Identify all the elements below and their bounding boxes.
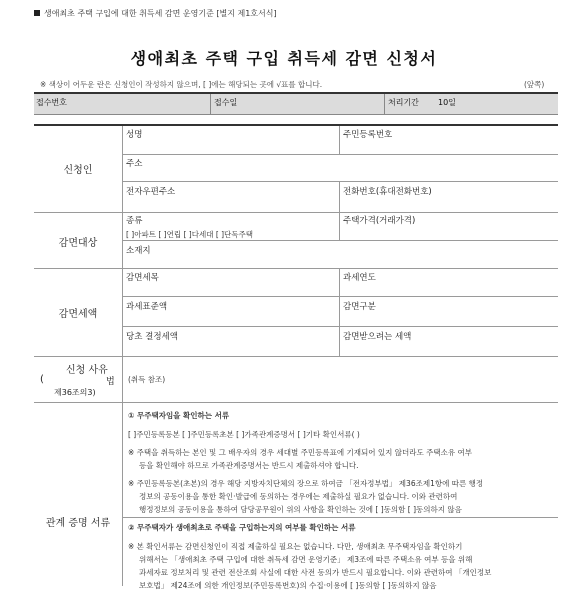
reason-paren-open: ( (40, 374, 44, 385)
receipt-date-label: 접수일 (214, 98, 238, 107)
email-field[interactable]: 전자우편주소 (126, 187, 176, 197)
proof-note-3-line-2: 위해서는 「생애최초 주택 구입에 대한 취득세 감면 운영기준」 제3조에 따른 주택소유 여부 등을 위해 (139, 555, 473, 564)
form-reference: 생애최초 주택 구입에 대한 취득세 감면 운영기준 [별지 제1호서식] (34, 8, 277, 19)
reason-section-label: 신청 사유 (66, 365, 108, 376)
reason-content-field[interactable]: (취득 참조) (128, 375, 166, 384)
tax-section-label: 감면세액 (58, 309, 98, 320)
proof-note-1-line-1: ※ 주택을 취득하는 본인 및 그 배우자의 경우 세대별 주민등록표에 기재되어 있지 않더라도 주택소유 여부 (128, 448, 472, 457)
location-field[interactable]: 소재지 (126, 246, 151, 256)
address-field[interactable]: 주소 (126, 159, 143, 169)
requested-reduction-field[interactable]: 감면받으려는 세액 (343, 332, 412, 342)
proof-heading-2: ② 무주택자가 생애최초로 주택을 구입하는지의 여부를 확인하는 서류 (128, 523, 356, 532)
tax-item-field[interactable]: 감면세목 (126, 273, 159, 283)
decided-tax-field[interactable]: 당초 결정세액 (126, 332, 178, 342)
proof-note-2-line-2: 정보의 공동이용을 통한 확인·발급에 동의하는 경우에는 제출하실 필요가 없습니다. 이와 관련하여 (139, 492, 458, 501)
proof-section-label: 관계 증명 서류 (45, 518, 111, 529)
proof-document-checklist[interactable]: [ ]주민등록등본 [ ]주민등록초본 [ ]가족관계증명서 [ ]기타 확인서류( ) (128, 430, 360, 439)
reduction-category-field[interactable]: 감면구분 (343, 302, 376, 312)
housing-type-options[interactable]: [ ]아파트 [ ]연립 [ ]다세대 [ ]단독주택 (126, 230, 254, 239)
proof-note-3-line-4[interactable]: 보호법」 제24조에 의한 개인정보(주민등록번호)의 수집·이용에 [ ]동의함 [ ]동의하지 않음 (139, 581, 437, 590)
proof-note-3-line-1: ※ 본 확인서류는 감면신청인이 직접 제출하실 필요는 없습니다. 다만, 생애최초 무주택자임을 확인하기 (128, 542, 463, 551)
reason-law-label: 법 (106, 377, 115, 387)
instruction-note: ※ 색상이 어두운 란은 신청인이 작성하지 않으며, [ ]에는 해당되는 곳에 √표를 합니다. (40, 80, 323, 89)
proof-note-2-line-3[interactable]: 행정정보의 공동이용을 통하여 담당공무원이 위의 사항을 확인하는 것에 [ ]동의함 [ ]동의하지 않음 (139, 505, 462, 514)
square-bullet-icon (34, 10, 40, 16)
tax-year-field[interactable]: 과세연도 (343, 273, 376, 283)
housing-price-field[interactable]: 주택가격(거래가격) (343, 216, 416, 226)
proof-note-3-line-3: 과세자료 정보처리 및 관련 전산조회 사실에 대한 사전 동의가 반드시 필요합니다. 이와 관련하여 「개인정보 (139, 568, 492, 577)
receipt-number-label: 접수번호 (36, 98, 67, 107)
processing-period-value: 10일 (438, 98, 456, 107)
processing-period-label: 처리기간 (388, 98, 419, 107)
housing-type-label: 종류 (126, 216, 143, 226)
resident-number-field[interactable]: 주민등록번호 (343, 130, 393, 140)
proof-note-2-line-1: ※ 주민등록등본(초본)의 경우 해당 지방자치단체의 장으로 하여금 「전자정부법」 제36조제1항에 따른 행정 (128, 479, 484, 488)
page-side-label: (앞쪽) (524, 80, 545, 89)
applicant-section-label: 신청인 (63, 165, 93, 176)
target-section-label: 감면대상 (58, 238, 98, 249)
phone-field[interactable]: 전화번호(휴대전화번호) (343, 187, 432, 197)
name-field[interactable]: 성명 (126, 130, 143, 140)
form-title: 생애최초 주택 구입 취득세 감면 신청서 (130, 49, 438, 68)
reason-law-article: 제36조의3) (54, 388, 96, 397)
proof-note-1-line-2: 등을 확인해야 하므로 가족관계증명서는 반드시 제출하셔야 합니다. (139, 461, 359, 470)
tax-base-field[interactable]: 과세표준액 (126, 302, 168, 312)
receipt-header (34, 92, 558, 115)
proof-heading-1: ① 무주택자임을 확인하는 서류 (128, 411, 230, 420)
